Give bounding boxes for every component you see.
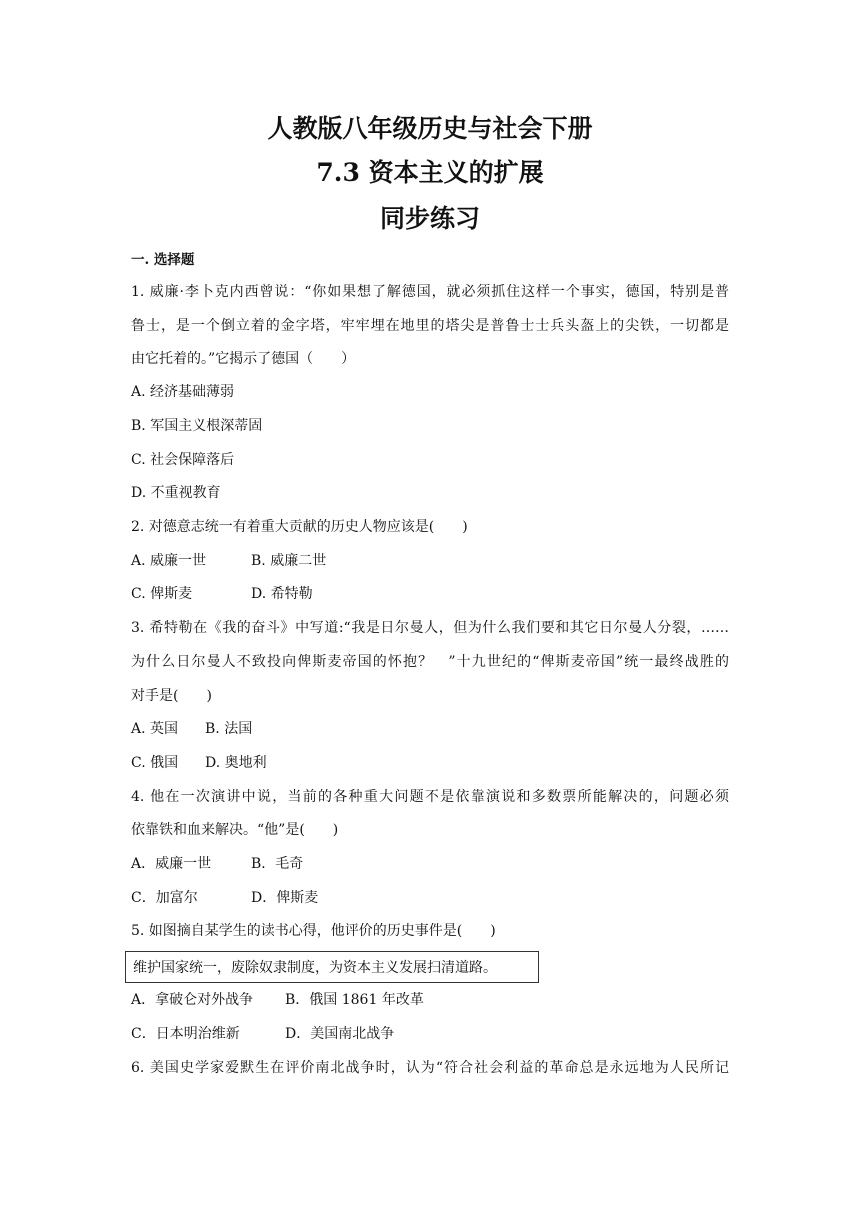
option-3c[interactable]: C. 俄国 [131, 755, 179, 771]
option-2b[interactable]: B. 威廉二世 [251, 553, 327, 569]
option-3a[interactable]: A. 英国 [131, 721, 179, 737]
question-4-line-2: 依靠铁和血来解决。“他”是( ) [131, 822, 339, 838]
options-row-3-2 [131, 753, 267, 773]
question-1-line-1: 1. 威廉·李卜克内西曾说：“你如果想了解德国，就必须抓住这样一个事实，德国，特别是普 [131, 284, 729, 300]
question-3-line-1: 3. 希特勒在《我的奋斗》中写道:“我是日尔曼人，但为什么我们要和其它日尔曼人分裂，…… [131, 620, 729, 636]
options-row-5-2 [131, 1024, 394, 1044]
doc-title-line1: 人教版八年级历史与社会下册 [267, 114, 593, 143]
option-5c[interactable]: C．日本明治维新 [131, 1026, 240, 1042]
options-row-2-2 [131, 584, 313, 604]
doc-title-line3: 同步练习 [379, 204, 480, 233]
quote-box-text: 维护国家统一，废除奴隶制度，为资本主义发展扫清道路。 [133, 960, 497, 976]
option-2a[interactable]: A. 威廉一世 [131, 553, 207, 569]
question-4-line-1: 4. 他在一次演讲中说，当前的各种重大问题不是依靠演说和多数票所能解决的，问题必须 [131, 789, 729, 805]
option-3d[interactable]: D. 奥地利 [205, 755, 267, 771]
question-1-line-2: 鲁士，是一个倒立着的金字塔，牢牢埋在地里的塔尖是普鲁士士兵头盔上的尖铁，一切都是 [131, 318, 729, 334]
option-5d[interactable]: D．美国南北战争 [285, 1026, 395, 1042]
option-1d[interactable]: D. 不重视教育 [131, 485, 221, 501]
option-4c[interactable]: C．加富尔 [131, 890, 198, 906]
quote-box [125, 951, 539, 983]
option-4b[interactable]: B．毛奇 [251, 856, 304, 872]
option-2d[interactable]: D. 希特勒 [251, 586, 313, 602]
option-5a[interactable]: A．拿破仑对外战争 [131, 992, 254, 1008]
option-1c[interactable]: C. 社会保障落后 [131, 452, 235, 468]
option-4d[interactable]: D．俾斯麦 [251, 890, 319, 906]
option-1a[interactable]: A. 经济基础薄弱 [131, 384, 235, 400]
doc-title-line2: 7.3 资本主义的扩展 [316, 158, 544, 187]
options-row-5-1 [131, 990, 424, 1010]
question-3-line-2: 为什么日尔曼人不致投向俾斯麦帝国的怀抱？ ”十九世纪的“俾斯麦帝国”统一最终战胜的 [131, 654, 729, 670]
question-1-line-3: 由它托着的。”它揭示了德国（ ） [131, 351, 356, 367]
option-2c[interactable]: C. 俾斯麦 [131, 586, 193, 602]
options-row-3-1 [131, 719, 252, 739]
section-heading: 一. 选择题 [131, 252, 195, 268]
option-5b[interactable]: B．俄国 1861 年改革 [285, 992, 424, 1008]
option-4a[interactable]: A．威廉一世 [131, 856, 212, 872]
question-3-line-3: 对手是( ) [131, 688, 212, 704]
option-1b[interactable]: B. 军国主义根深蒂固 [131, 418, 263, 434]
options-row-4-1 [131, 854, 303, 874]
options-row-4-2 [131, 888, 318, 908]
option-3b[interactable]: B. 法国 [205, 721, 253, 737]
question-2-line-1: 2. 对德意志统一有着重大贡献的历史人物应该是( ) [131, 519, 468, 535]
question-5-line-1: 5. 如图摘自某学生的读书心得，他评价的历史事件是( ) [131, 923, 496, 939]
question-6-line-1: 6. 美国史学家爱默生在评价南北战争时，认为“符合社会利益的革命总是永远地为人民所记 [131, 1060, 729, 1076]
options-row-2-1 [131, 551, 326, 571]
